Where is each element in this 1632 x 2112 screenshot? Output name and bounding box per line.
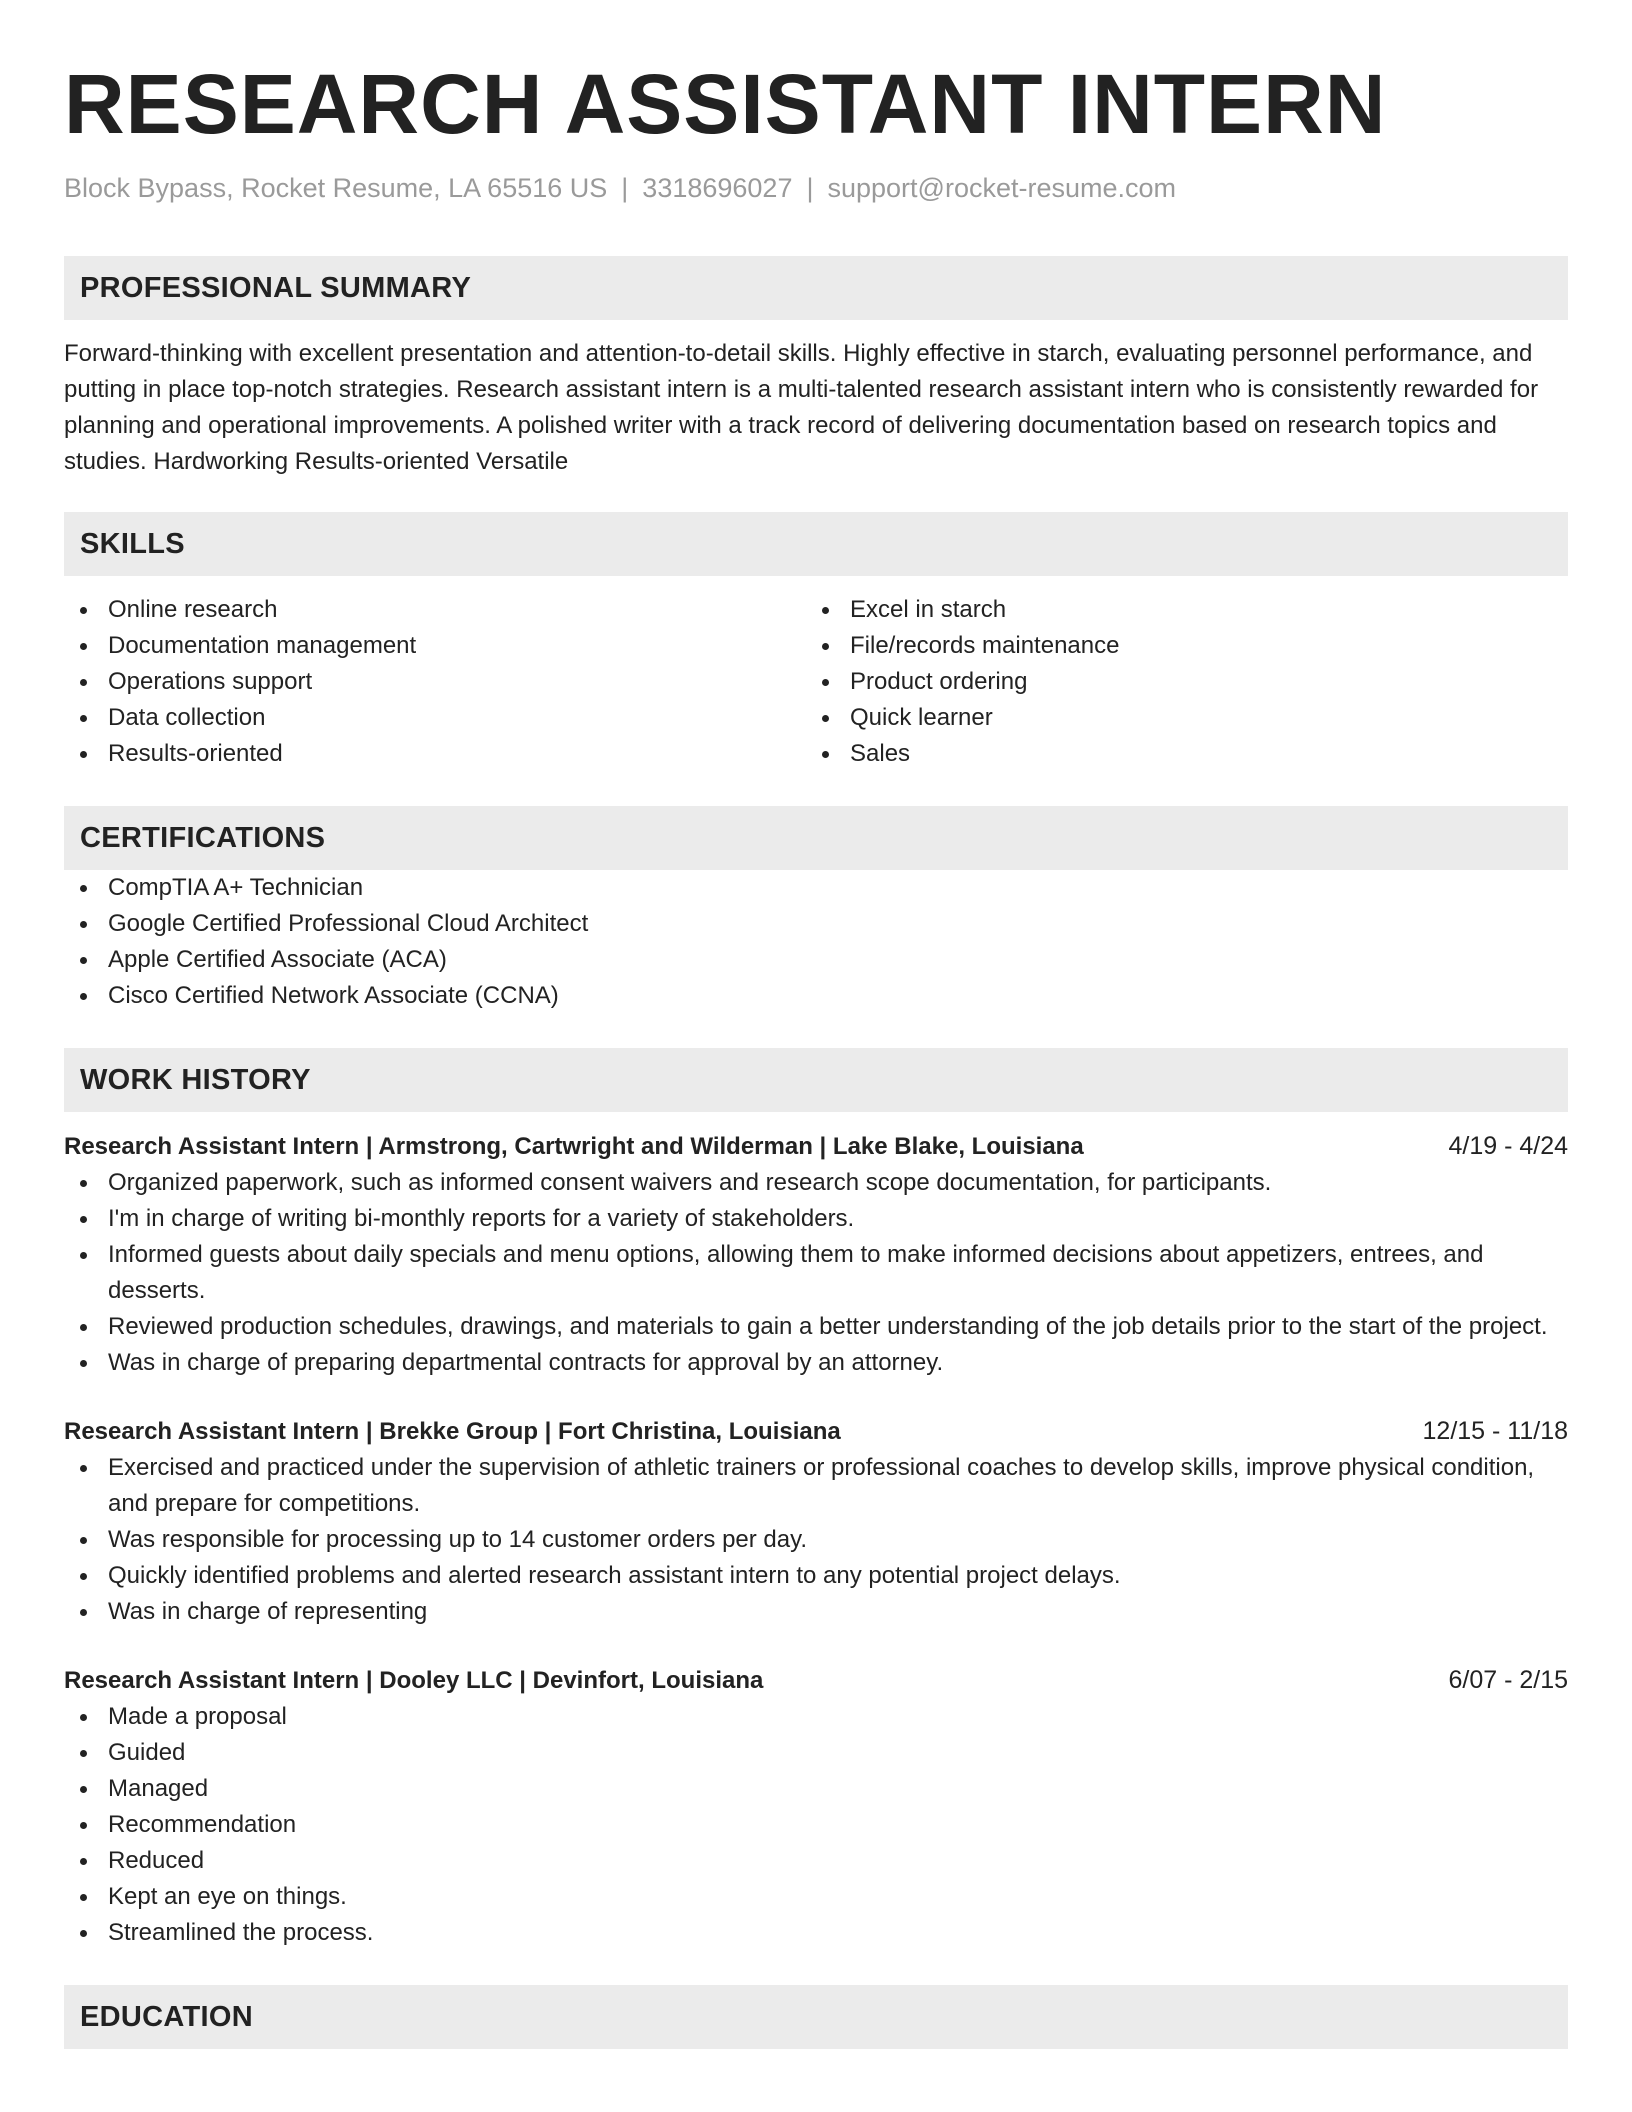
job-bullet: Guided	[64, 1735, 1568, 1771]
job-bullet: I'm in charge of writing bi-monthly reports for a variety of stakeholders.	[64, 1201, 1568, 1237]
job-entry	[64, 1128, 1568, 1381]
job-bullet: Was in charge of representing	[64, 1594, 1568, 1630]
contact-address: Block Bypass, Rocket Resume, LA 65516 US	[64, 173, 608, 203]
summary-text: Forward-thinking with excellent presentation and attention-to-detail skills. Highly effective in starch, evaluating personnel performance, and putting in place top-notch strategies. Research assistant intern is a multi-talented research assistant intern who is consistently rewarded for planning and operational improvements. A polished writer with a track record of delivering documentation based on research topics and studies. Hardworking Results-oriented Versatile	[64, 340, 1539, 475]
skill-item: Data collection	[64, 700, 806, 736]
job-title: Research Assistant Intern | Armstrong, Cartwright and Wilderman | Lake Blake, Louisiana	[64, 1133, 1084, 1160]
contact-line	[64, 170, 1568, 206]
job-bullet: Informed guests about daily specials and menu options, allowing them to make informed decisions about appetizers, entrees, and desserts.	[64, 1237, 1568, 1309]
job-bullet: Managed	[64, 1771, 1568, 1807]
skill-item: Operations support	[64, 664, 806, 700]
job-bullet: Streamlined the process.	[64, 1915, 1568, 1951]
contact-separator: |	[621, 173, 629, 203]
job-bullet: Organized paperwork, such as informed consent waivers and research scope documentation, for participants.	[64, 1165, 1568, 1201]
job-header	[64, 1413, 1568, 1450]
section-heading-work-history: WORK HISTORY	[64, 1048, 1568, 1112]
certification-item: Cisco Certified Network Associate (CCNA)	[64, 978, 1568, 1014]
job-dates: 4/19 - 4/24	[1448, 1132, 1568, 1160]
skills-grid	[64, 592, 1568, 772]
certification-item: Apple Certified Associate (ACA)	[64, 942, 1568, 978]
job-entry	[64, 1413, 1568, 1630]
certification-item: Google Certified Professional Cloud Architect	[64, 906, 1568, 942]
skill-item: Excel in starch	[806, 592, 1548, 628]
skill-item: Quick learner	[806, 700, 1548, 736]
job-entry	[64, 1662, 1568, 1951]
skill-item: Results-oriented	[64, 736, 806, 772]
section-heading-education: EDUCATION	[64, 1985, 1568, 2049]
job-bullet: Kept an eye on things.	[64, 1879, 1568, 1915]
job-bullet-list	[64, 1699, 1568, 1951]
job-dates: 12/15 - 11/18	[1422, 1417, 1568, 1445]
job-bullet: Exercised and practiced under the supervision of athletic trainers or professional coaches to develop skills, improve physical condition, and prepare for competitions.	[64, 1450, 1568, 1522]
skills-column-right	[806, 592, 1548, 772]
job-bullet: Reduced	[64, 1843, 1568, 1879]
job-title: Research Assistant Intern | Brekke Group | Fort Christina, Louisiana	[64, 1418, 841, 1445]
job-bullet-list	[64, 1450, 1568, 1630]
job-bullet: Recommendation	[64, 1807, 1568, 1843]
section-heading-certifications: CERTIFICATIONS	[64, 806, 1568, 870]
job-bullet: Was in charge of preparing departmental contracts for approval by an attorney.	[64, 1345, 1568, 1381]
job-bullet: Quickly identified problems and alerted research assistant intern to any potential project delays.	[64, 1558, 1568, 1594]
job-bullet-list	[64, 1165, 1568, 1381]
job-dates: 6/07 - 2/15	[1448, 1666, 1568, 1694]
job-title: Research Assistant Intern | Dooley LLC | Devinfort, Louisiana	[64, 1667, 764, 1694]
contact-separator: |	[806, 173, 814, 203]
job-header	[64, 1128, 1568, 1165]
job-bullet: Was responsible for processing up to 14 customer orders per day.	[64, 1522, 1568, 1558]
certifications-list	[64, 870, 1568, 1014]
skill-item: Sales	[806, 736, 1548, 772]
section-heading-summary: PROFESSIONAL SUMMARY	[64, 256, 1568, 320]
skill-item: File/records maintenance	[806, 628, 1548, 664]
skill-item: Documentation management	[64, 628, 806, 664]
job-bullet: Reviewed production schedules, drawings, and materials to gain a better understanding of the job details prior to the start of the project.	[64, 1309, 1568, 1345]
skill-item: Online research	[64, 592, 806, 628]
job-header	[64, 1662, 1568, 1699]
certification-item: CompTIA A+ Technician	[64, 870, 1568, 906]
skill-item: Product ordering	[806, 664, 1548, 700]
skills-column-left	[64, 592, 806, 772]
contact-email: support@rocket-resume.com	[827, 173, 1177, 203]
section-heading-skills: SKILLS	[64, 512, 1568, 576]
job-bullet: Made a proposal	[64, 1699, 1568, 1735]
candidate-name: RESEARCH ASSISTANT INTERN	[64, 57, 1387, 151]
contact-phone: 3318696027	[642, 173, 793, 203]
